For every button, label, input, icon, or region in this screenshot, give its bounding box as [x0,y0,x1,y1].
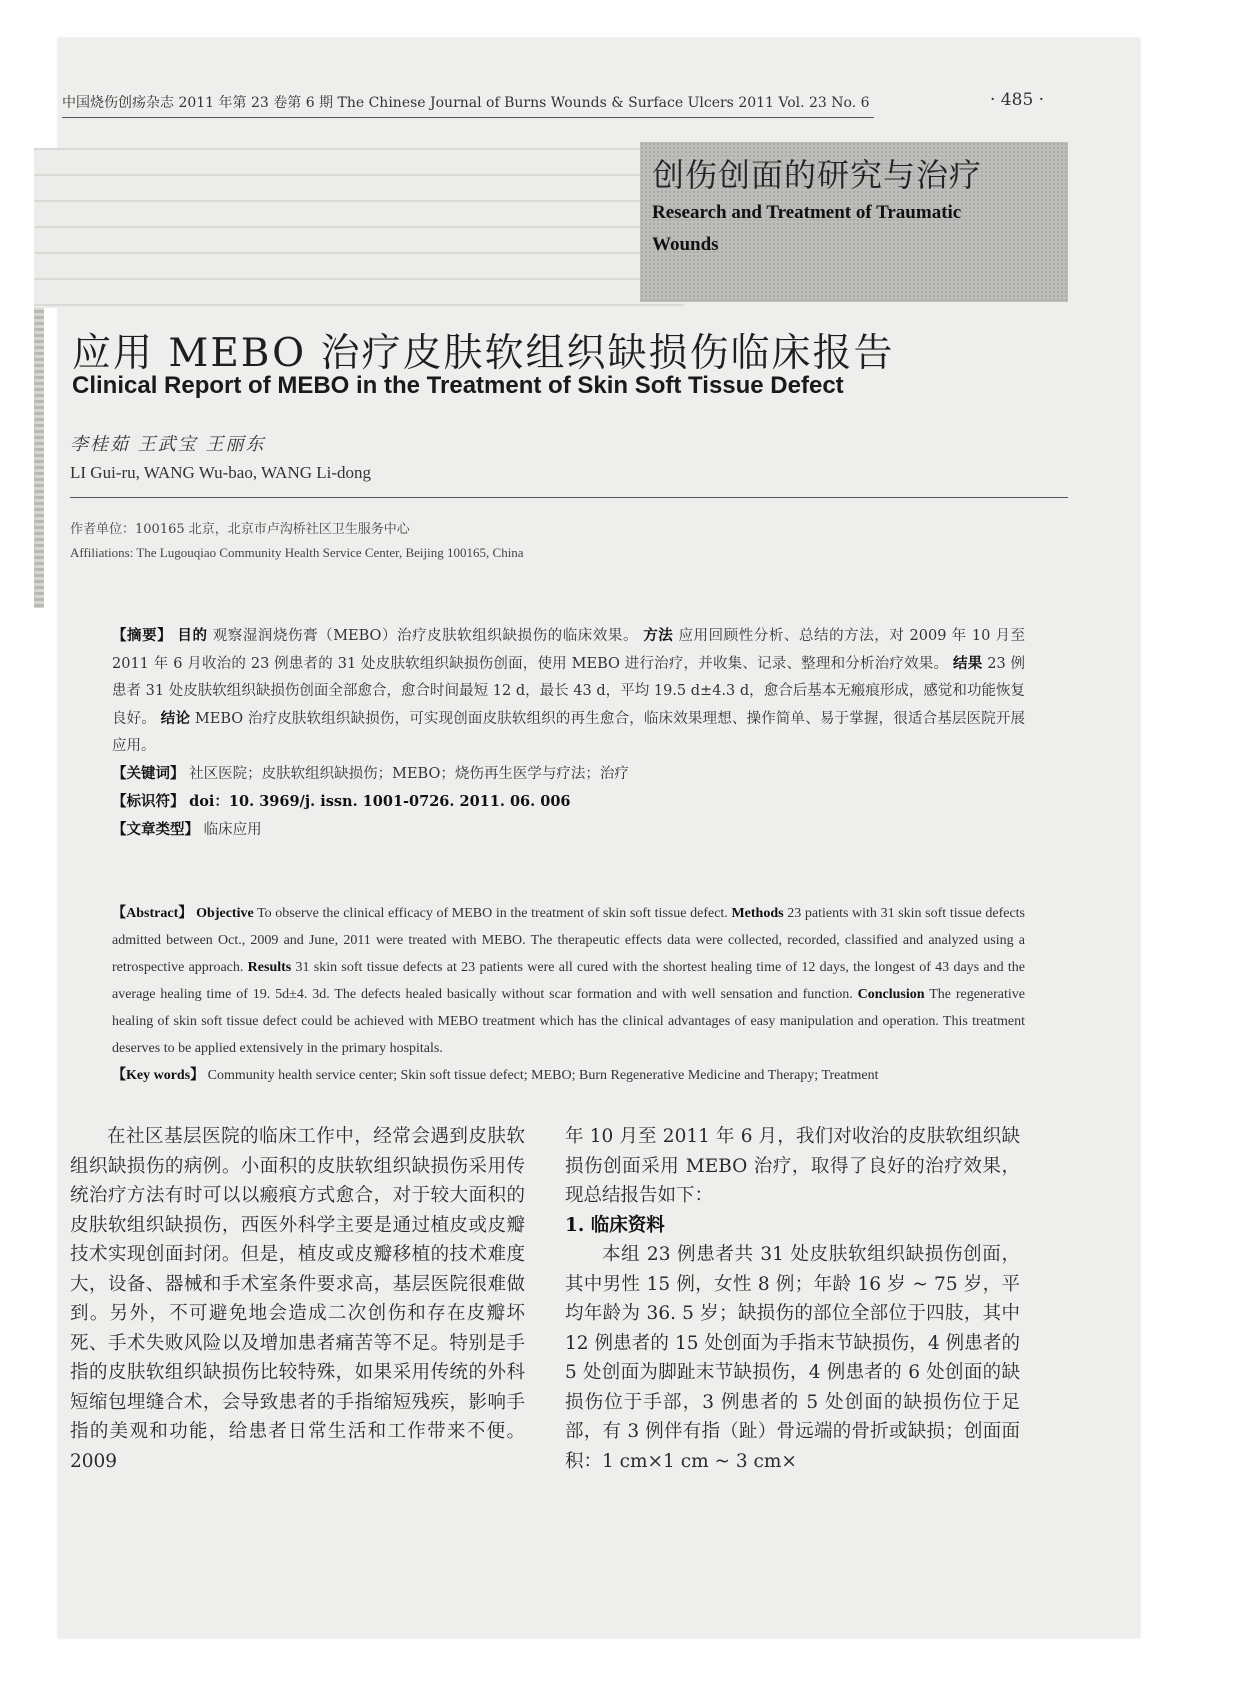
conclusion-label-cn: 结论 [160,710,191,727]
results-text-cn: 23 例患者 31 处皮肤软组织缺损伤创面全部愈合，愈合时间最短 12 d，最长 43 d，平均 19.5 d±4.3 d，愈合后基本无瘢痕形成，感觉和功能恢复良好。 [112,656,1026,727]
section-title-en-line2: Wounds [652,234,719,255]
abstract-cn [70,622,1025,844]
keywords-en [70,1062,1025,1089]
section-title-box [640,142,1068,302]
doi-text: doi：10. 3969/j. issn. 1001-0726. 2011. 06. 006 [189,793,571,810]
abstract-en [70,900,1025,1089]
running-head: 中国烧伤创疡杂志 2011 年第 23 卷第 6 期 The Chinese Journal of Burns Wounds & Surface Ulcers 2011 Vol. 23 No. 6 [62,92,874,118]
objective-label-en: Objective [196,906,254,921]
objective-label-cn: 目的 [177,627,208,644]
article-type-label: 【文章类型】 [112,821,199,838]
article-title-en: Clinical Report of MEBO in the Treatment of Skin Soft Tissue Defect [72,372,844,399]
affiliation-cn: 作者单位：100165 北京，北京市卢沟桥社区卫生服务中心 [70,522,410,537]
keywords-label-cn: 【关键词】 [112,765,185,782]
conclusion-text-cn: MEBO 治疗皮肤软组织缺损伤，可实现创面皮肤软组织的再生愈合，临床效果理想、操作简单、易于掌握，很适合基层医院开展应用。 [112,711,1026,754]
authors-en: LI Gui-ru, WANG Wu-bao, WANG Li-dong [70,463,372,482]
methods-label-cn: 方法 [643,627,674,644]
methods-text-en: 23 patients with 31 skin soft tissue defects admitted between Oct., 2009 and June, 2011 were treated with MEBO. The therapeutic effects data were collected, recorded, classified and analyzed using a retrospective approach. [112,906,1025,975]
results-text-en: 31 skin soft tissue defects at 23 patients were all cured with the shortest healing time of 12 days, the longest of 43 days and the average healing time of 19. 5d±4. 3d. The defects healed basically without scar formation and with well sensation and function. [112,960,1025,1002]
conclusion-label-en: Conclusion [857,987,925,1002]
results-label-cn: 结果 [953,655,983,672]
section-title-en-line1: Research and Treatment of Traumatic [652,202,962,223]
body-column-right [565,1122,1020,1476]
conclusion-text-en: The regenerative healing of skin soft tissue defect could be achieved with MEBO treatment which has the clinical advantages of easy manipulation and operation. This treatment deserves to be applied extensively in the primary hospitals. [112,987,1026,1056]
objective-text-cn: 观察湿润烧伤膏（MEBO）治疗皮肤软组织缺损伤的临床效果。 [212,628,639,644]
abstract-en-label: 【Abstract】 [112,906,193,921]
section-title-cn: 创伤创面的研究与治疗 [652,156,983,194]
intro-paragraph-continued: 年 10 月至 2011 年 6 月，我们对收治的皮肤软组织缺损伤创面采用 MEBO 治疗，取得了良好的治疗效果，现总结报告如下： [565,1126,1020,1206]
authors-cn: 李桂茹 王武宝 王丽东 [70,434,266,455]
abstract-cn-label: 【摘要】 [112,627,173,644]
keywords-label-en: 【Key words】 [112,1068,205,1083]
body-column-left [70,1122,525,1476]
objective-text-en: To observe the clinical efficacy of MEBO in the treatment of skin soft tissue defect. [257,906,728,921]
article-title-cn: 应用 MEBO 治疗皮肤软组织缺损伤临床报告 [72,331,895,376]
keywords-text-cn: 社区医院；皮肤软组织缺损伤；MEBO；烧伤再生医学与疗法；治疗 [189,766,629,782]
methods-label-en: Methods [731,906,784,921]
keywords-text-en: Community health service center; Skin soft tissue defect; MEBO; Burn Regenerative Medicine and Therapy; Treatment [207,1068,879,1083]
page-number: · 485 · [990,90,1045,110]
abstract-cn-body [70,622,1025,760]
divider-rule [70,497,1068,498]
intro-paragraph: 在社区基层医院的临床工作中，经常会遇到皮肤软组织缺损伤的病例。小面积的皮肤软组织缺损伤采用传统治疗方法有时可以以瘢痕方式愈合，对于较大面积的皮肤软组织缺损伤，西医外科学主要是通过植皮或皮瓣技术实现创面封闭。但是，植皮或皮瓣移植的技术难度大，设备、器械和手术室条件要求高，基层医院很难做到。另外，不可避免地会造成二次创伤和存在皮瓣坏死、手术失败风险以及增加患者痛苦等不足。特别是手指的皮肤软组织缺损伤比较特殊，如果采用传统的外科短缩包埋缝合术，会导致患者的手指缩短残疾，影响手指的美观和功能，给患者日常生活和工作带来不便。2009 [70,1126,525,1472]
doi-label: 【标识符】 [112,793,185,810]
clinical-data-paragraph: 本组 23 例患者共 31 处皮肤软组织缺损伤创面，其中男性 15 例，女性 8 例；年龄 16 岁 ~ 75 岁，平均年龄为 36. 5 岁；缺损伤的部位全部位于四肢，其中 12 例患者的 15 处创面为手指末节缺损伤，4 例患者的 5 处创面为脚趾末节缺损伤，4 例患者的 6 处创面的缺损伤位于手部，3 例患者的 5 处创面的缺损伤位于足部，有 3 例伴有指（趾）骨远端的骨折或缺损；创面面积：1 cm×1 cm ~ 3 cm× [565,1244,1020,1472]
doi-line [70,788,1025,816]
banner-stripe-pattern [34,148,684,308]
section-heading-clinical-data: 1. 临床资料 [565,1214,665,1236]
abstract-en-body [70,900,1025,1062]
keywords-cn [70,760,1025,788]
methods-text-cn: 应用回顾性分析、总结的方法，对 2009 年 10 月至 2011 年 6 月收治的 23 例患者的 31 处皮肤软组织缺损伤创面，使用 MEBO 进行治疗，并收集、记录、整理和分析治疗效果。 [112,628,1026,672]
article-type-line [70,816,1025,844]
results-label-en: Results [247,960,292,975]
affiliation-en: Affiliations: The Lugouqiao Community Health Service Center, Beijing 100165, China [70,545,524,560]
article-type-text: 临床应用 [203,822,262,838]
